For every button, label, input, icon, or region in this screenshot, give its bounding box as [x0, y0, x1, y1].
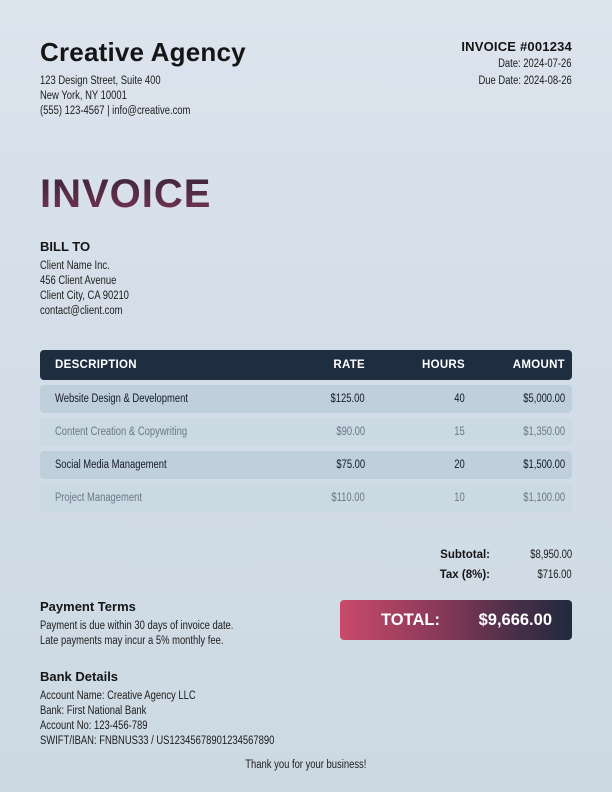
row-rate: $125.00 [330, 393, 365, 405]
header-amount: AMOUNT [512, 359, 565, 371]
header-rate: RATE [333, 359, 365, 371]
invoice-meta [458, 39, 572, 90]
header-description: DESCRIPTION [55, 359, 137, 371]
row-description: Website Design & Development [55, 393, 188, 405]
payment-terms-line1: Payment is due within 30 days of invoice date. [40, 620, 234, 632]
row-rate: $110.00 [331, 492, 365, 504]
invoice-date: Date: 2024-07-26 [498, 58, 572, 70]
bill-to-details [40, 259, 148, 319]
bank-account-no: Account No: 123-456-789 [40, 720, 148, 732]
payment-terms-line2: Late payments may incur a 5% monthly fee. [40, 635, 224, 647]
bank-swift-iban: SWIFT/IBAN: FNBNUS33 / US12345678901234567890 [40, 735, 275, 747]
client-city: Client City, CA 90210 [40, 290, 129, 302]
row-rate: $75.00 [336, 459, 365, 471]
row-rate: $90.00 [336, 426, 365, 438]
table-row [40, 418, 572, 446]
company-name: Creative Agency [40, 37, 246, 67]
company-address [40, 74, 223, 119]
total-box [340, 600, 572, 640]
table-row [40, 451, 572, 479]
row-hours: 10 [454, 492, 465, 504]
row-amount: $1,100.00 [523, 492, 565, 504]
invoice-due-date: Due Date: 2024-08-26 [478, 75, 572, 87]
company-address-line1: 123 Design Street, Suite 400 [40, 75, 161, 87]
company-address-line2: New York, NY 10001 [40, 90, 127, 102]
subtotal-value: $8,950.00 [530, 549, 572, 561]
row-description: Social Media Management [55, 459, 167, 471]
row-amount: $1,500.00 [523, 459, 565, 471]
row-amount: $1,350.00 [523, 426, 565, 438]
total-value: $9,666.00 [478, 610, 552, 629]
invoice-number: INVOICE #001234 [461, 39, 572, 54]
bank-name: Bank: First National Bank [40, 705, 147, 717]
subtotal-label: Subtotal: [440, 549, 490, 561]
row-hours: 20 [454, 459, 465, 471]
client-email: contact@client.com [40, 305, 123, 317]
total-label: TOTAL: [381, 610, 440, 629]
row-hours: 15 [454, 426, 465, 438]
header-hours: HOURS [421, 359, 465, 371]
tax-label: Tax (8%): [439, 569, 490, 581]
table-row [40, 484, 572, 512]
table-row [40, 385, 572, 413]
row-hours: 40 [454, 393, 465, 405]
row-description: Project Management [55, 492, 143, 504]
row-description: Content Creation & Copywriting [55, 426, 188, 438]
bill-to-heading: BILL TO [40, 239, 91, 254]
thank-you-note: Thank you for your business! [245, 759, 367, 771]
company-contact: (555) 123-4567 | info@creative.com [40, 105, 191, 117]
line-items-table [40, 350, 572, 512]
client-name: Client Name Inc. [40, 260, 110, 272]
tax-value: $716.00 [537, 569, 572, 581]
bank-account-name: Account Name: Creative Agency LLC [40, 690, 196, 702]
row-amount: $5,000.00 [523, 393, 565, 405]
client-street: 456 Client Avenue [40, 275, 117, 287]
payment-terms-heading: Payment Terms [40, 599, 136, 614]
invoice-title: INVOICE [40, 172, 212, 216]
table-header [40, 350, 572, 380]
bank-details-body [40, 689, 326, 749]
bank-details-heading: Bank Details [40, 669, 119, 684]
payment-terms-body [40, 619, 276, 649]
